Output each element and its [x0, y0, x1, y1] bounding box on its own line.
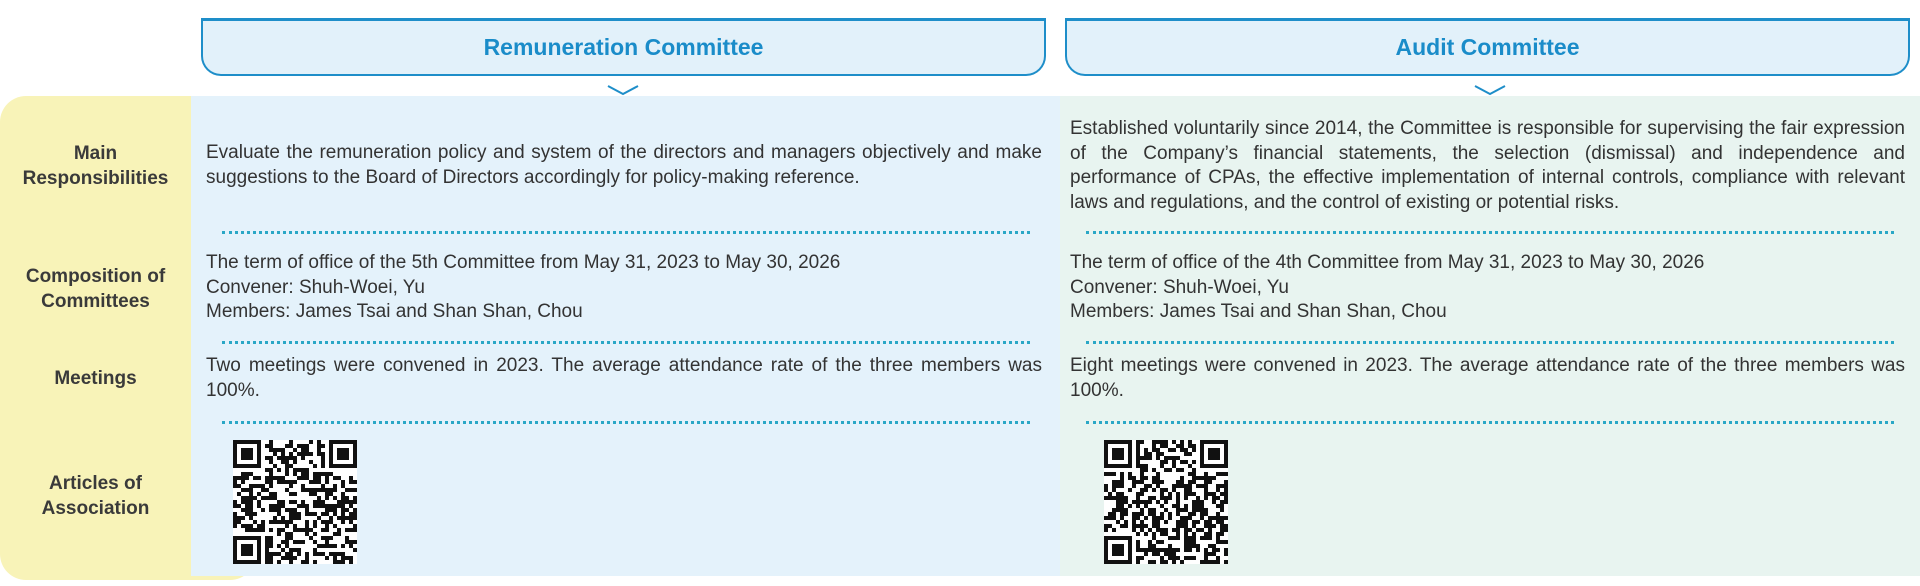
audit-committee-title: Audit Committee	[1395, 34, 1580, 60]
remuneration-meetings: Two meetings were convened in 2023. The average attendance rate of the three members was 100%.	[206, 355, 1042, 401]
divider	[222, 421, 1030, 424]
qr-code-icon[interactable]	[1104, 440, 1228, 564]
remuneration-responsibilities: Evaluate the remuneration policy and system of the directors and managers objectively and make suggestions to the Board of Directors accordingly for policy-making reference.	[206, 142, 1042, 188]
divider	[222, 231, 1030, 234]
qr-code-icon[interactable]	[233, 440, 357, 564]
divider	[222, 341, 1030, 344]
divider	[1086, 341, 1894, 344]
row-label-articles: Articles of Association	[41, 473, 150, 519]
remuneration-committee-header	[201, 18, 1046, 76]
audit-composition: The term of office of the 4th Committee from May 31, 2023 to May 30, 2026 Convener: Shuh-Woei, Yu Members: James Tsai and Shan Shan, Chou	[1070, 252, 1705, 322]
row-label-main-responsibilities: Main Responsibilities	[22, 143, 169, 189]
row-label-composition: Composition of Committees	[25, 266, 166, 312]
audit-meetings: Eight meetings were convened in 2023. The average attendance rate of the three members was 100%.	[1070, 355, 1905, 401]
remuneration-committee-title: Remuneration Committee	[483, 34, 764, 60]
divider	[1086, 421, 1894, 424]
audit-responsibilities: Established voluntarily since 2014, the Committee is responsible for supervising the fair expression of the Company’s financial statements, the selection (dismissal) and independence and performance of CPAs, the effective implementation of internal controls, compliance with relevant laws and regulations, and the control of existing or potential risks.	[1070, 118, 1905, 213]
chevron-down-icon	[1475, 86, 1505, 96]
audit-committee-header	[1065, 18, 1910, 76]
row-label-meetings: Meetings	[54, 368, 137, 389]
divider	[1086, 231, 1894, 234]
chevron-down-icon	[608, 86, 638, 96]
remuneration-composition: The term of office of the 5th Committee from May 31, 2023 to May 30, 2026 Convener: Shuh-Woei, Yu Members: James Tsai and Shan Shan, Chou	[206, 252, 841, 322]
